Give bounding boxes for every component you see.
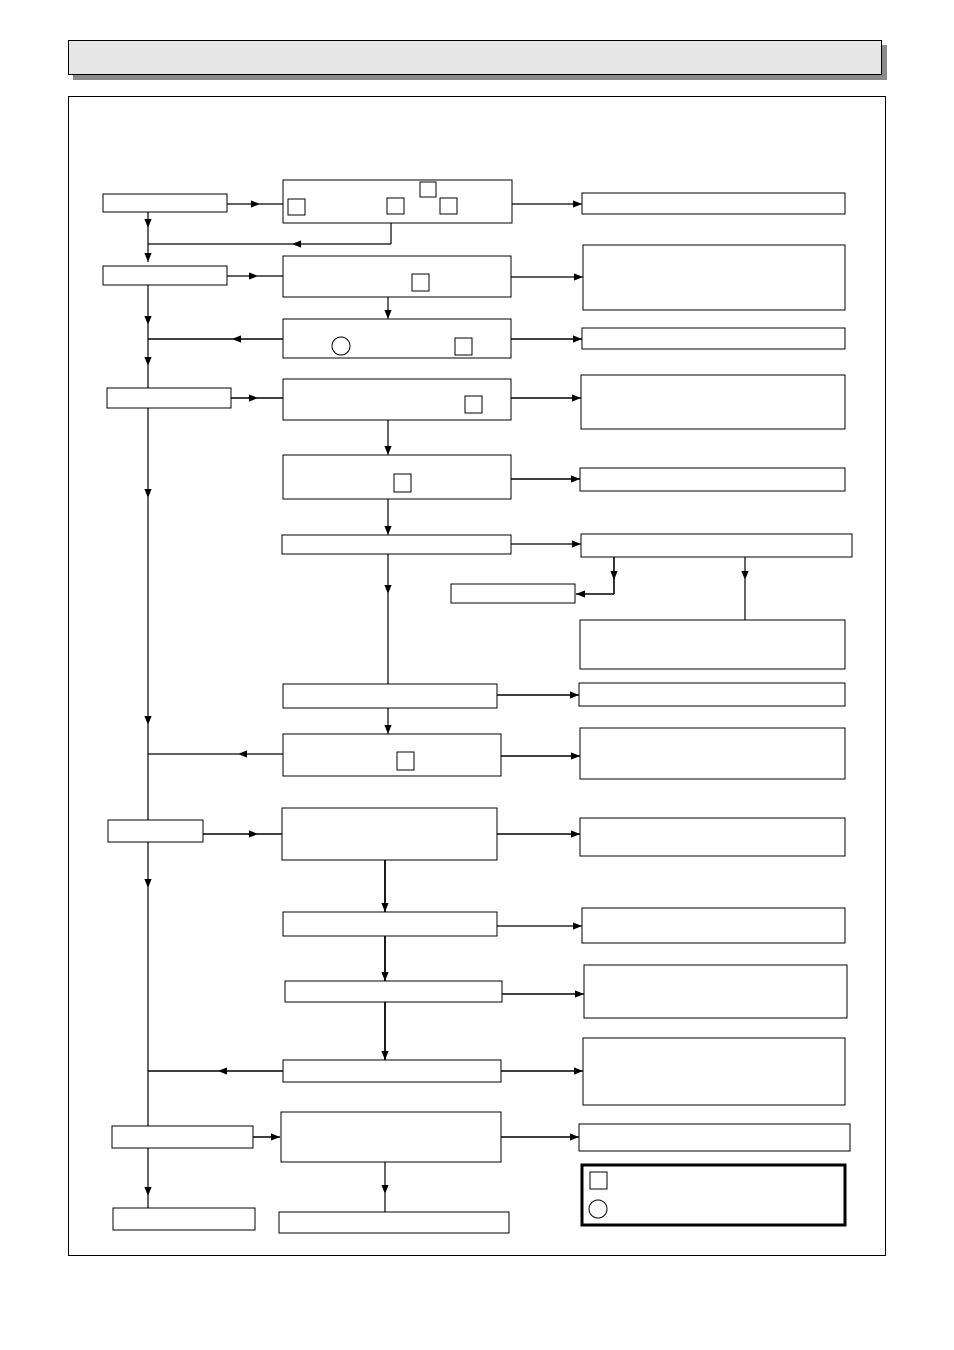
right-box-13 [583,1038,845,1105]
right-box-4 [581,375,845,429]
square-marker [394,474,411,492]
mid-box-11 [285,981,502,1002]
square-marker [288,199,305,215]
left-box-6 [113,1208,255,1230]
left-box-3 [107,388,231,408]
right-box-11 [582,908,845,943]
mid-box-3 [283,319,511,358]
right-box-12 [584,965,847,1018]
right-box-3 [582,328,845,349]
mid-box-13 [281,1112,501,1162]
right-box-9 [580,728,845,779]
mid-box-2 [283,256,511,297]
right-box-2 [583,245,845,310]
right-side-box [451,584,575,603]
circle-marker [332,337,350,355]
square-marker [397,752,414,770]
mid-box-8 [283,734,501,776]
mid-box-6 [282,535,511,554]
right-box-1 [582,193,845,214]
right-box-7 [580,620,845,669]
right-box-14 [579,1124,850,1151]
mid-box-12 [283,1060,501,1082]
mid-box-7 [283,684,497,708]
mid-box-10 [283,912,497,936]
right-box-10 [580,818,845,856]
legend-box [582,1165,845,1225]
square-marker [465,396,482,413]
legend-square-icon [590,1172,607,1189]
mid-box-9 [282,808,497,860]
right-box-8 [579,683,845,706]
left-box-2 [103,266,227,285]
left-box-4 [108,820,203,842]
square-marker [387,198,404,214]
right-box-5 [580,468,845,491]
legend-circle-icon [589,1200,607,1218]
square-marker [412,274,429,291]
square-marker [440,198,457,214]
left-box-5 [112,1126,253,1148]
square-marker [455,338,472,355]
left-box-1 [103,194,227,212]
mid-box-14 [279,1212,509,1233]
square-marker [420,182,436,197]
right-box-6 [581,534,852,557]
